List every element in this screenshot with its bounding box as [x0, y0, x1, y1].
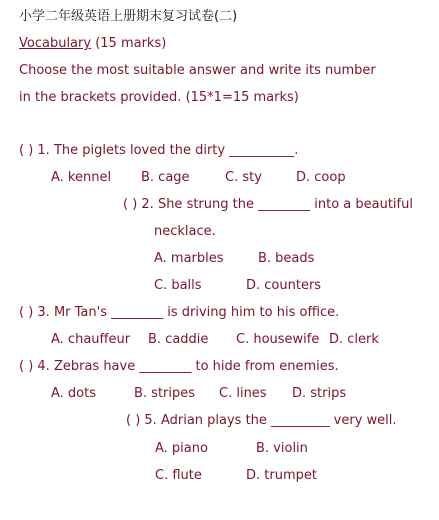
question-3-option-d: D. clerk [329, 332, 379, 347]
question-2-stem: ( ) 2. She strung the ________ into a beautiful [123, 197, 413, 212]
question-3-option-a: A. chauffeur [51, 332, 131, 347]
question-1-option-a: A. kennel [51, 170, 112, 185]
section-marks: (15 marks) [91, 36, 167, 51]
question-3-stem: ( ) 3. Mr Tan's ________ is driving him to his office. [19, 305, 340, 320]
section-heading [19, 36, 166, 52]
question-4-option-b: B. stripes [134, 386, 196, 401]
question-5-stem: ( ) 5. Adrian plays the _________ very well. [126, 413, 397, 428]
question-1-option-b: B. cage [141, 170, 190, 185]
question-3-option-c: C. housewife [236, 332, 320, 347]
question-1-option-d: D. coop [296, 170, 346, 185]
question-4-option-a: A. dots [51, 386, 97, 401]
question-4-stem: ( ) 4. Zebras have ________ to hide from enemies. [19, 359, 339, 374]
question-5-option-c: C. flute [155, 468, 202, 483]
question-5-option-a: A. piano [155, 441, 208, 456]
question-1-option-c: C. sty [225, 170, 262, 185]
question-2-option-b: B. beads [258, 251, 315, 266]
question-3-option-b: B. caddie [148, 332, 209, 347]
question-4-option-d: D. strips [292, 386, 347, 401]
question-2-option-a: A. marbles [154, 251, 224, 266]
question-2-option-c: C. balls [154, 278, 202, 293]
question-4-option-c: C. lines [219, 386, 267, 401]
question-2-option-d: D. counters [246, 278, 322, 293]
question-2-stem-continued: necklace. [154, 224, 216, 239]
page-title: 小学二年级英语上册期末复习试卷(二) [19, 9, 238, 24]
question-1-stem: ( ) 1. The piglets loved the dirty __________. [19, 143, 299, 158]
question-5-option-b: B. violin [256, 441, 308, 456]
instruction-line-1: Choose the most suitable answer and write its number [19, 63, 376, 78]
section-name: Vocabulary [19, 36, 92, 51]
instruction-line-2: in the brackets provided. (15*1=15 marks) [19, 90, 299, 105]
question-5-option-d: D. trumpet [246, 468, 317, 483]
